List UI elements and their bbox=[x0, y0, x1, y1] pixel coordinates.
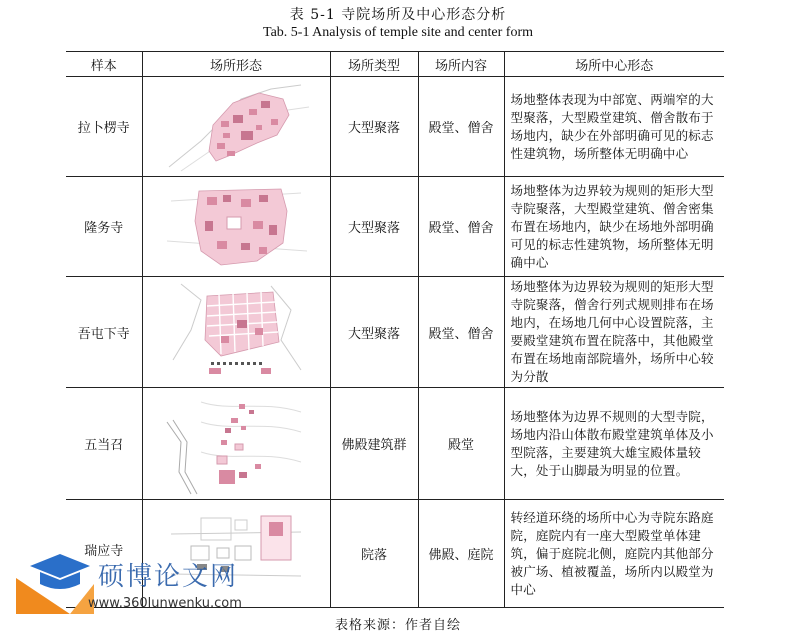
site-content: 佛殿、庭院 bbox=[418, 500, 504, 608]
site-content: 殿堂、僧舍 bbox=[418, 177, 504, 277]
center-form-description: 场地整体为边界较为规则的矩形大型寺院聚落，大型殿堂建筑、僧舍密集布置在场地内，缺少在场地外部明确可见的标志性建筑物，场所整体无明确中心 bbox=[504, 177, 724, 277]
header-site-form: 场所形态 bbox=[142, 52, 330, 77]
table-row bbox=[66, 388, 724, 500]
table-row bbox=[66, 277, 724, 388]
table-header-row bbox=[66, 52, 724, 77]
table-caption-cn: 表 5-1 寺院场所及中心形态分析 bbox=[289, 7, 507, 23]
site-plan-map bbox=[142, 277, 330, 388]
site-type: 大型聚落 bbox=[330, 277, 418, 388]
table-source: 表格来源：作者自绘 bbox=[334, 618, 461, 633]
header-sample: 样本 bbox=[66, 52, 142, 77]
table-row bbox=[66, 77, 724, 177]
site-type: 大型聚落 bbox=[330, 177, 418, 277]
center-form-description: 转经道环绕的场所中心为寺院东路庭院，庭院内有一座大型殿堂单体建筑，偏于庭院北侧，庭院内其他部分被广场、植被覆盖，场所内以殿堂为中心 bbox=[504, 500, 724, 608]
site-type: 佛殿建筑群 bbox=[330, 388, 418, 500]
header-site-type: 场所类型 bbox=[330, 52, 418, 77]
site-plan-map bbox=[142, 388, 330, 500]
site-type: 院落 bbox=[330, 500, 418, 608]
table-row bbox=[66, 177, 724, 277]
site-content: 殿堂、僧舍 bbox=[418, 77, 504, 177]
header-site-content: 场所内容 bbox=[418, 52, 504, 77]
sample-name: 拉卜楞寺 bbox=[66, 77, 142, 177]
site-plan-map bbox=[142, 177, 330, 277]
sample-name: 吾屯下寺 bbox=[66, 277, 142, 388]
sample-name: 瑞应寺 bbox=[66, 500, 142, 608]
site-content: 殿堂、僧舍 bbox=[418, 277, 504, 388]
site-plan-map bbox=[142, 77, 330, 177]
sample-name: 五当召 bbox=[66, 388, 142, 500]
center-form-description: 场地整体为边界不规则的大型寺院，场地内沿山体散布殿堂建筑单体及小型院落，主要建筑大雄宝殿体量较大，处于山脚最为明显的位置。 bbox=[504, 388, 724, 500]
site-type: 大型聚落 bbox=[330, 77, 418, 177]
watermark-title: 硕博论文网 bbox=[98, 562, 239, 592]
watermark-url: www.360lunwenku.com bbox=[88, 596, 242, 611]
center-form-description: 场地整体表现为中部宽、两端窄的大型聚落，大型殿堂建筑、僧舍散布于场地内，缺少在外部明确可见的标志性建筑物，场所整体无明确中心 bbox=[504, 77, 724, 177]
table-caption-en: Tab. 5-1 Analysis of temple site and center form bbox=[263, 25, 533, 40]
site-content: 殿堂 bbox=[418, 388, 504, 500]
header-center-form: 场所中心形态 bbox=[504, 52, 724, 77]
center-form-description: 场地整体为边界较为规则的矩形大型寺院聚落，僧舍行列式规则排布在场地内，在场地几何中心设置院落，主要殿堂建筑布置在院落中，其他殿堂布置在场地南部院墙外，场所中心较为分散 bbox=[504, 277, 724, 388]
analysis-table bbox=[66, 51, 724, 608]
sample-name: 隆务寺 bbox=[66, 177, 142, 277]
